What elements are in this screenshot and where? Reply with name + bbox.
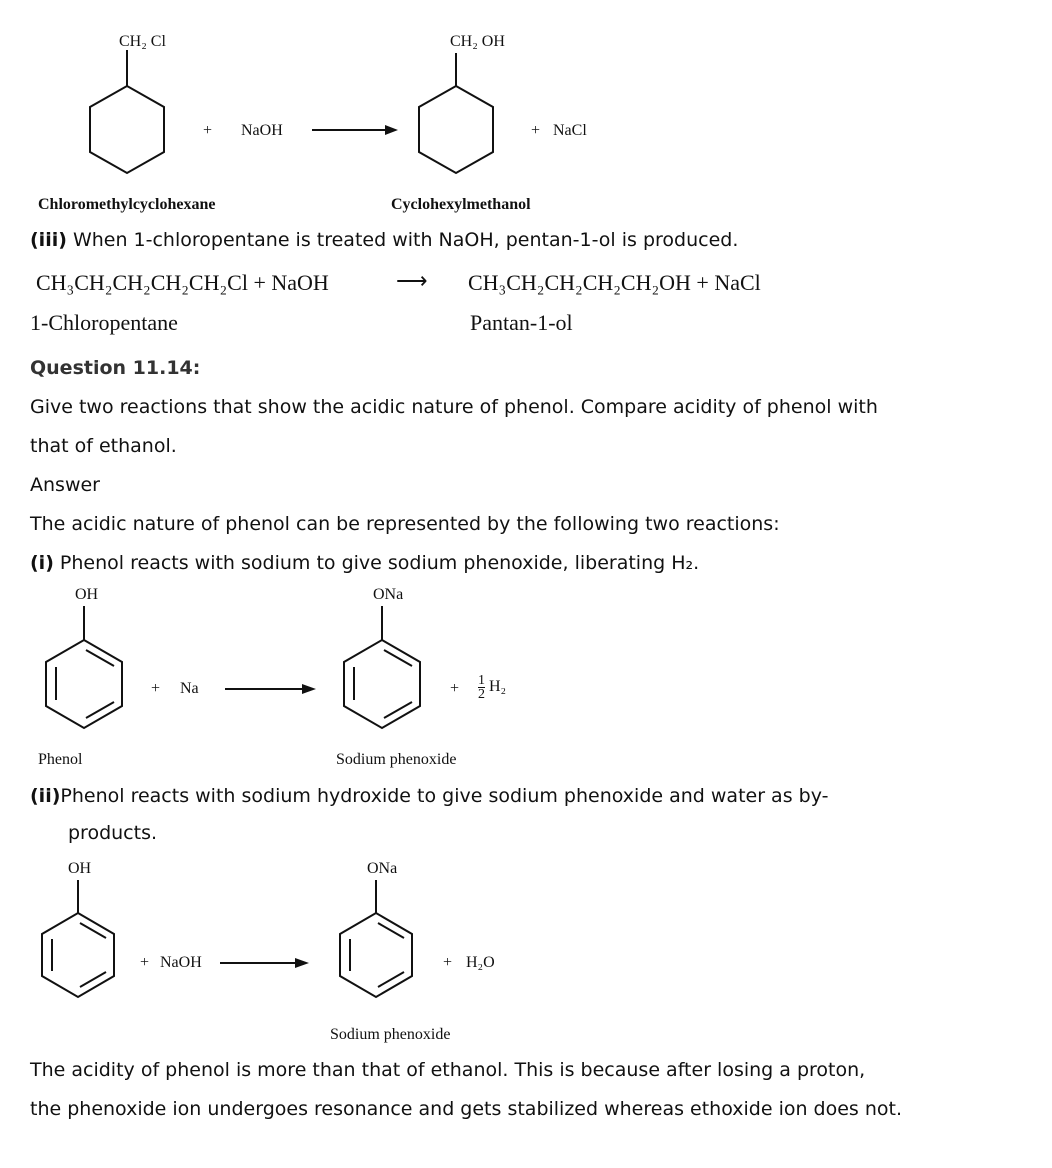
product-name: Sodium phenoxide [336, 751, 457, 768]
gas-label: H₂ [489, 678, 507, 696]
product-name: Cyclohexylmethanol [391, 196, 531, 213]
plus-sign: + [443, 954, 453, 971]
reagent-label: NaOH [241, 122, 283, 139]
benzene-ring [344, 640, 420, 728]
part-text: When 1-chloropentane is treated with NaOH, pentan-1-ol is produced. [66, 229, 739, 251]
byproduct-label: H₂O [466, 954, 495, 971]
product-substituent: ONa [367, 860, 398, 877]
fraction-numerator: 1 [478, 673, 485, 688]
plus-sign: + [140, 954, 150, 971]
benzene-ring [46, 640, 122, 728]
arrow-head [302, 684, 316, 694]
reactant-name: Phenol [38, 751, 83, 768]
reactant-substituent: OH [68, 860, 92, 877]
reagent-label: NaOH [160, 954, 202, 971]
part-iii-statement [30, 229, 738, 251]
equation-lhs: CH₃CH₂CH₂CH₂CH₂Cl + NaOH [36, 270, 329, 295]
plus-sign: + [203, 122, 213, 139]
product-substituent: ONa [373, 586, 404, 603]
cyclohexane-ring [419, 86, 493, 173]
arrow-head [385, 125, 398, 135]
part-ii-statement [30, 785, 828, 807]
equation-arrow: ⟶ [396, 268, 428, 293]
answer-label: Answer [30, 474, 100, 496]
part-i-statement [30, 552, 699, 574]
part-marker: (iii) [30, 229, 67, 251]
product-name: Sodium phenoxide [330, 1026, 451, 1043]
part-text: Phenol reacts with sodium to give sodium phenoxide, liberating H₂. [53, 552, 700, 574]
part-marker: (ii) [30, 785, 61, 807]
product-name: Pantan-1-ol [470, 310, 573, 335]
cyclohexane-ring [90, 86, 164, 173]
reactant-name: 1-Chloropentane [30, 310, 178, 335]
fraction-denominator: 2 [478, 687, 485, 702]
reactant-substituent: OH [75, 586, 99, 603]
reactant-name: Chloromethylcyclohexane [38, 196, 216, 213]
question-heading: Question 11.14: [30, 357, 201, 379]
part-text: Phenol reacts with sodium hydroxide to give sodium phenoxide and water as by- [60, 785, 829, 807]
plus-sign: + [151, 680, 161, 697]
answer-intro: The acidic nature of phenol can be represented by the following two reactions: [30, 513, 780, 535]
half-coefficient [478, 674, 506, 701]
conclusion-line: the phenoxide ion undergoes resonance and gets stabilized whereas ethoxide ion does not. [30, 1098, 903, 1120]
byproduct-label: NaCl [553, 122, 587, 139]
product-substituent: CH₂ OH [450, 33, 505, 50]
equation-rhs: CH₃CH₂CH₂CH₂CH₂OH + NaCl [468, 270, 761, 295]
part-marker: (i) [30, 552, 54, 574]
conclusion-line: The acidity of phenol is more than that of ethanol. This is because after losing a proton, [30, 1059, 866, 1081]
plus-sign: + [531, 122, 541, 139]
reagent-label: Na [180, 680, 199, 697]
question-text-line: Give two reactions that show the acidic nature of phenol. Compare acidity of phenol with [30, 396, 878, 418]
arrow-head [295, 958, 309, 968]
part-text-continuation: products. [68, 822, 158, 844]
plus-sign: + [450, 680, 460, 697]
question-text-line: that of ethanol. [30, 435, 177, 457]
reactant-substituent: CH₂ Cl [119, 33, 166, 50]
